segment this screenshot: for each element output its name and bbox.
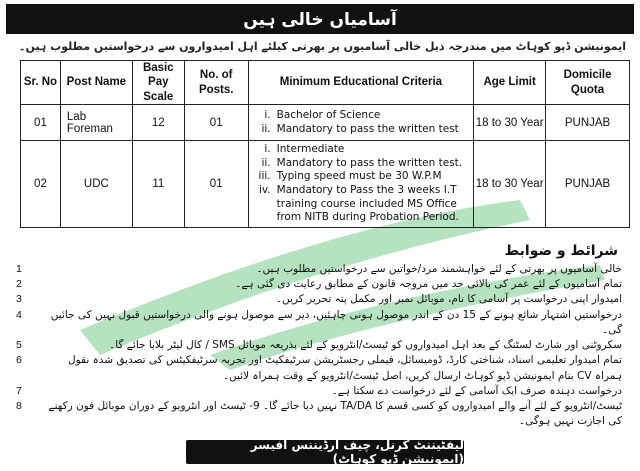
cell-age: 18 to 30 Year (474, 141, 546, 228)
criteria-item: i. Intermediate (264, 143, 345, 156)
table-row (21, 105, 630, 141)
cell-bps: 11 (132, 141, 184, 228)
cell-posts: 01 (184, 105, 248, 141)
ad-intro-text: ایمونیشن ڈپو کوہاٹ میں مندرجہ ذیل خالی آسامیوں پر بھرتی کیلئے اہل امیدواروں سے درخواستیں مطلوب ہیں۔ (19, 40, 626, 53)
cell-age: 18 to 30 Year (474, 105, 546, 141)
list-item: امیدوار اپنی درخواست پر آسامی کا نام، موبائل نمبر اور مکمل پتہ تحریر کریں۔ 3 (16, 293, 622, 306)
vacancy-table (20, 60, 630, 228)
col-age-limit: Age Limit (474, 61, 546, 105)
table-row (21, 141, 630, 228)
cell-bps: 12 (132, 105, 184, 141)
col-no-of-posts: No. of Posts. (184, 61, 248, 105)
signature-text: لیفٹیننٹ کرنل، چیف آرڈیننس آفیسر (ایمونیشن ڈپو کوہاٹ) (250, 438, 464, 466)
cell-criteria (248, 105, 474, 141)
criteria-item: i. Bachelor of Science (264, 108, 381, 121)
col-post-name: Post Name (60, 61, 132, 105)
cell-post: UDC (60, 141, 132, 228)
list-item: خالی آسامیوں پر بھرتی کے لئے خواہشمند مرد/خواتین سے درخواستیں مطلوب ہیں۔ 1 (16, 263, 622, 275)
criteria-item: iv. Mandatory to Pass the 3 weeks I.T training course included MS Office from NITB during Probation Period. (258, 184, 459, 224)
list-item: ٹیسٹ/انٹرویو کے لئے آنے والے امیدواروں کو کسی قسم کا TA/DA نہیں دیا جائے گا۔ 9- ٹیسٹ اور انٹرویو کے دوران موبائل فون رکھنے کی اجازت نہیں ہوگی۔ 8 (16, 399, 622, 428)
criteria-item: ii. Mandatory to pass the written test (261, 122, 459, 135)
terms-heading: شرائط و ضوابط (504, 243, 618, 259)
criteria-item: iii. Typing speed must be 30 W.P.M (258, 170, 442, 183)
cell-sr: 02 (21, 141, 61, 228)
col-criteria: Minimum Educational Criteria (248, 61, 474, 105)
ad-title-bar (6, 4, 634, 34)
signature-bar (186, 440, 464, 464)
col-sr-no: Sr. No (21, 61, 61, 105)
table-header-row (21, 61, 630, 105)
list-item: درخواست دہندہ صرف ایک آسامی کے لئے درخواست دے سکتا ہے۔ 7 (16, 384, 622, 397)
cell-domicile: PUNJAB (546, 105, 630, 141)
col-basic-pay-scale: Basic Pay Scale (132, 61, 184, 105)
cell-criteria (248, 141, 474, 228)
terms-list (16, 262, 622, 429)
ad-title: آسامیاں خالی ہیں (243, 9, 397, 30)
cell-domicile: PUNJAB (546, 141, 630, 228)
list-item: تمام آسامیوں کے لئے عمر کی بالائی حد میں مروجہ قانون کے مطابق رعایت دی گئی ہے۔ 2 (16, 278, 622, 291)
cell-sr: 01 (21, 105, 61, 141)
list-item: درخواستیں اشتہار شائع ہونے کے 15 دن کے اندر موصول ہونی چاہئیں، دیر سے موصول ہونے والی درخواستیں قبول نہیں کی جائیں گی۔ 4 (16, 308, 622, 336)
list-item: سکروٹنی اور شارٹ لسٹنگ کے بعد اہل امیدواروں کو ٹیسٹ/انٹرویو کے لئے بذریعہ موبائل SMS / کال لیٹر بلایا جائے گا۔ 5 (16, 339, 622, 352)
cell-posts: 01 (184, 141, 248, 228)
criteria-item: ii. Mandatory to pass the written test. (261, 156, 463, 169)
list-item: تمام امیدوار تعلیمی اسناد، شناختی کارڈ، ڈومیسائل، فیملی رجسٹریشن سرٹیفکیٹ اور تجربہ سرٹیفکیٹس کی تصدیق شدہ نقول ہمراہ CV بنام ایمونیشن ڈپو کوہاٹ ارسال کریں، اصل ٹیسٹ/انٹرویو کے وقت ہمراہ لائیں۔ 6 (16, 354, 622, 382)
cell-post: Lab Foreman (60, 105, 132, 141)
col-domicile: Domicile Quota (546, 61, 630, 105)
